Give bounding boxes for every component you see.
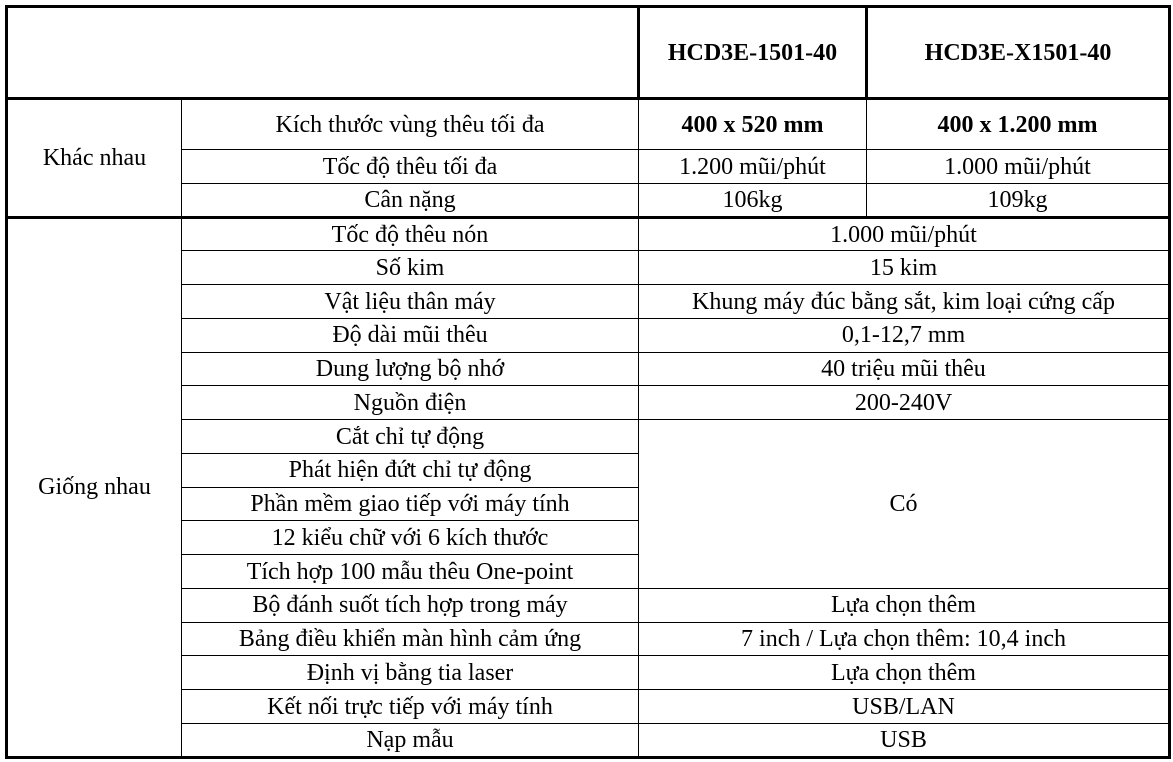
row-label: Vật liệu thân máy: [182, 285, 639, 319]
value-model-a: 106kg: [639, 183, 867, 217]
row-label: Bảng điều khiển màn hình cảm ứng: [182, 622, 639, 656]
table-row: [7, 420, 1170, 454]
value-model-b: 1.000 mũi/phút: [867, 150, 1170, 184]
row-label: Độ dài mũi thêu: [182, 318, 639, 352]
shared-value: 7 inch / Lựa chọn thêm: 10,4 inch: [639, 622, 1170, 656]
row-label: Tốc độ thêu nón: [182, 217, 639, 251]
shared-value: Lựa chọn thêm: [639, 588, 1170, 622]
table-row: [7, 656, 1170, 690]
table-row: [7, 183, 1170, 217]
value-model-a: 400 x 520 mm: [639, 99, 867, 150]
header-model-a: HCD3E-1501-40: [639, 7, 867, 99]
table-row: [7, 217, 1170, 251]
row-label: Bộ đánh suốt tích hợp trong máy: [182, 588, 639, 622]
table-row: [7, 251, 1170, 285]
shared-value: 40 triệu mũi thêu: [639, 352, 1170, 386]
table-row: [7, 386, 1170, 420]
table-row: [7, 622, 1170, 656]
table-row: [7, 318, 1170, 352]
group-label-different: Khác nhau: [7, 99, 182, 218]
shared-value: Lựa chọn thêm: [639, 656, 1170, 690]
row-label: Tích hợp 100 mẫu thêu One-point: [182, 555, 639, 589]
row-label: Số kim: [182, 251, 639, 285]
table-row: [7, 352, 1170, 386]
header-row: [7, 7, 1170, 99]
shared-value: 0,1-12,7 mm: [639, 318, 1170, 352]
table-row: [7, 723, 1170, 757]
spec-comparison-table: [5, 5, 1171, 759]
table-row: [7, 588, 1170, 622]
row-label: Dung lượng bộ nhớ: [182, 352, 639, 386]
table-row: [7, 285, 1170, 319]
header-model-b: HCD3E-X1501-40: [867, 7, 1170, 99]
row-label: Phần mềm giao tiếp với máy tính: [182, 487, 639, 521]
row-label: Cân nặng: [182, 183, 639, 217]
row-label: Nguồn điện: [182, 386, 639, 420]
value-model-b: 400 x 1.200 mm: [867, 99, 1170, 150]
row-label: Tốc độ thêu tối đa: [182, 150, 639, 184]
shared-value: 1.000 mũi/phút: [639, 217, 1170, 251]
header-empty-cell: [7, 7, 639, 99]
shared-value: 200-240V: [639, 386, 1170, 420]
shared-value: USB: [639, 723, 1170, 757]
row-label: Phát hiện đứt chỉ tự động: [182, 453, 639, 487]
row-label: Kết nối trực tiếp với máy tính: [182, 690, 639, 724]
value-model-a: 1.200 mũi/phút: [639, 150, 867, 184]
shared-value: USB/LAN: [639, 690, 1170, 724]
table-row: [7, 150, 1170, 184]
row-label: Nạp mẫu: [182, 723, 639, 757]
shared-value: 15 kim: [639, 251, 1170, 285]
group-label-same: Giống nhau: [7, 217, 182, 757]
table-row: [7, 99, 1170, 150]
table-row: [7, 690, 1170, 724]
row-label: Cắt chỉ tự động: [182, 420, 639, 454]
shared-value: Có: [639, 420, 1170, 589]
row-label: Định vị bằng tia laser: [182, 656, 639, 690]
row-label: 12 kiểu chữ với 6 kích thước: [182, 521, 639, 555]
value-model-b: 109kg: [867, 183, 1170, 217]
shared-value: Khung máy đúc bằng sắt, kim loại cứng cấp: [639, 285, 1170, 319]
row-label: Kích thước vùng thêu tối đa: [182, 99, 639, 150]
